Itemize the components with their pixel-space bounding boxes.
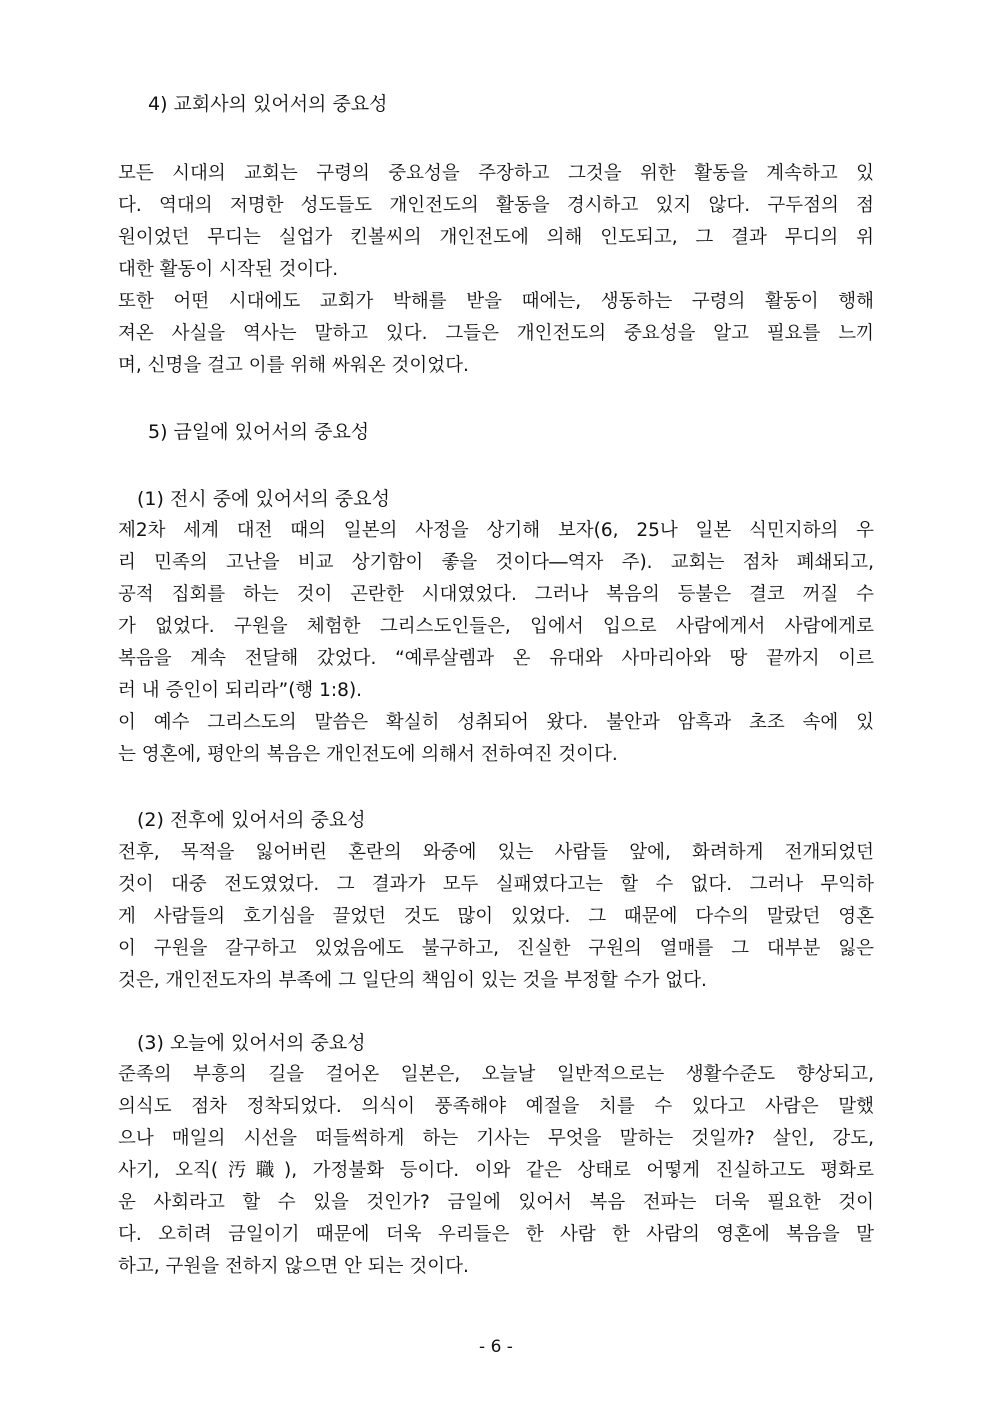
section-5-1-p2-line-2: 는 영혼에, 평안의 복음은 개인전도에 의해서 전하여진 것이다. [118,744,618,765]
section-5-2-p1-line-4: 이 구원을 갈구하고 있었음에도 불구하고, 진실한 구원의 열매를 그 대부분 잃은 [118,938,874,959]
section-5-3-p1-line-2: 의식도 점차 정착되었다. 의식이 풍족해야 예절을 치를 수 있다고 사람은 말했 [118,1096,874,1117]
section-4-p2-line-1: 또한 어떤 시대에도 교회가 박해를 받을 때에는, 생동하는 구령의 활동이 행해 [118,291,874,312]
section-4-p1-line-2: 다. 역대의 저명한 성도들도 개인전도의 활동을 경시하고 있지 않다. 구두점의 점 [118,195,874,216]
section-5-1-p1-line-6: 러 내 증인이 되리라”(행 1:8). [118,680,363,701]
section-5-3-p1-line-1: 준족의 부흥의 길을 걸어온 일본은, 오늘날 일반적으로는 생활수준도 향상되고, [118,1064,874,1085]
section-4-p2-line-2: 져온 사실을 역사는 말하고 있다. 그들은 개인전도의 중요성을 알고 필요를 느끼 [118,323,874,344]
section-5-3-heading: (3) 오늘에 있어서의 중요성 [137,1032,366,1054]
page-number: - 6 - [479,1337,513,1357]
section-5-1-p1-line-4: 가 없었다. 구원을 체험한 그리스도인들은, 입에서 입으로 사람에게서 사람에게로 [118,616,874,637]
section-4-p1-line-3: 원이었던 무디는 실업가 킨볼씨의 개인전도에 의해 인도되고, 그 결과 무디의 위 [118,227,874,248]
section-5-3-p1-line-5: 운 사회라고 할 수 있을 것인가? 금일에 있어서 복음 전파는 더욱 필요한 것이 [118,1192,874,1213]
section-5-1-p2-line-1: 이 예수 그리스도의 말씀은 확실히 성취되어 왔다. 불안과 암흑과 초조 속에 있 [118,712,874,733]
section-5-1-heading: (1) 전시 중에 있어서의 중요성 [137,488,390,510]
section-5-2-p1-line-2: 것이 대중 전도였었다. 그 결과가 모두 실패였다고는 할 수 없다. 그러나 무익하 [118,874,874,895]
section-5-2-heading: (2) 전후에 있어서의 중요성 [137,809,366,831]
section-5-1-p1-line-2: 리 민족의 고난을 비교 상기함이 좋을 것이다―역자 주). 교회는 점차 폐쇄되고, [118,552,874,573]
section-4-p1-line-1: 모든 시대의 교회는 구령의 중요성을 주장하고 그것을 위한 활동을 계속하고 있 [118,163,874,184]
section-5-3-p1-line-4: 사기, 오직(汚職), 가정불화 등이다. 이와 같은 상태로 어떻게 진실하고도 평화로 [118,1160,874,1181]
section-5-3-p1-line-7: 하고, 구원을 전하지 않으면 안 되는 것이다. [118,1256,469,1277]
section-5-2-p1-line-3: 게 사람들의 호기심을 끌었던 것도 많이 있었다. 그 때문에 다수의 말랐던 영혼 [118,906,874,927]
section-4-p1-line-4: 대한 활동이 시작된 것이다. [118,259,339,280]
section-5-2-p1-line-5: 것은, 개인전도자의 부족에 그 일단의 책임이 있는 것을 부정할 수가 없다. [118,970,707,991]
section-5-3-p1-line-6: 다. 오히려 금일이기 때문에 더욱 우리들은 한 사람 한 사람의 영혼에 복음을 말 [118,1224,874,1245]
section-5-3-p1-line-3: 으나 매일의 시선을 떠들썩하게 하는 기사는 무엇을 말하는 것일까? 살인, 강도, [118,1128,874,1149]
section-4-p2-line-3: 며, 신명을 걸고 이를 위해 싸워온 것이었다. [118,355,469,376]
section-5-heading: 5) 금일에 있어서의 중요성 [148,421,370,443]
section-5-1-p1-line-5: 복음을 계속 전달해 갔었다. “예루살렘과 온 유대와 사마리아와 땅 끝까지 이르 [118,648,874,669]
section-4-heading: 4) 교회사의 있어서의 중요성 [148,93,388,115]
section-5-1-p1-line-1: 제2차 세계 대전 때의 일본의 사정을 상기해 보자(6, 25나 일본 식민지하의 우 [118,520,874,541]
section-5-1-p1-line-3: 공적 집회를 하는 것이 곤란한 시대였었다. 그러나 복음의 등불은 결코 꺼질 수 [118,584,874,605]
section-5-2-p1-line-1: 전후, 목적을 잃어버린 혼란의 와중에 있는 사람들 앞에, 화려하게 전개되었던 [118,842,874,863]
